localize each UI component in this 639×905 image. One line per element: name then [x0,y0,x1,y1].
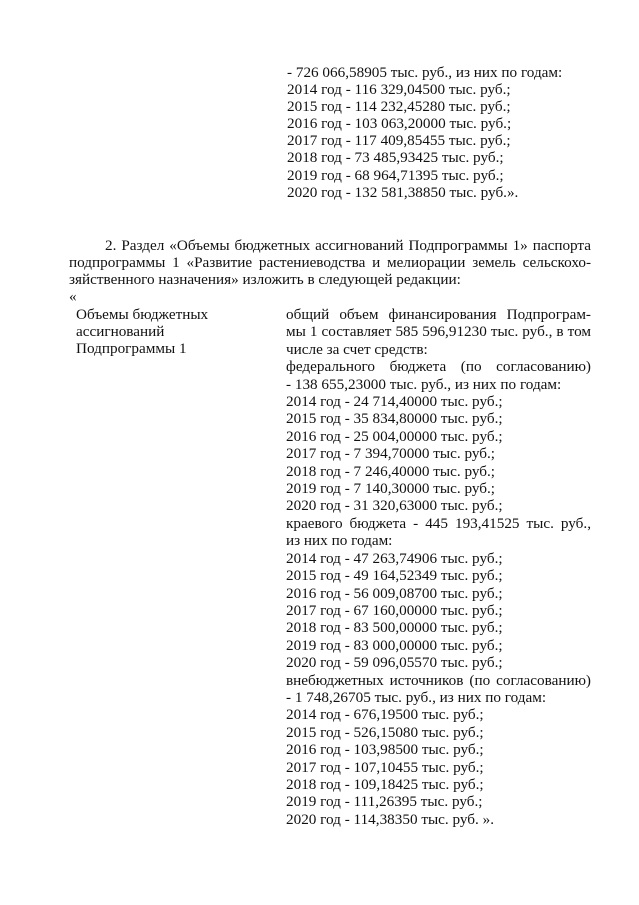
federal-budget-total: - 138 655,23000 тыс. руб., из них по годам: [286,375,562,393]
extrabudgetary-year-2016: 2016 год - 103,98500 тыс. руб.; [286,741,484,759]
extrabudgetary-total: - 1 748,26705 тыс. руб., из них по годам: [286,688,547,706]
paragraph-line-2: подпрограммы 1 «Развитие растениеводства и мелиорации земель сельскохо- [69,254,591,271]
federal-year-2019: 2019 год - 7 140,30000 тыс. руб.; [286,480,495,498]
extrabudgetary-year-2015: 2015 год - 526,15080 тыс. руб.; [286,723,484,741]
regional-year-2017: 2017 год - 67 160,00000 тыс. руб.; [286,601,503,619]
federal-year-2020: 2020 год - 31 320,63000 тыс. руб.; [286,497,503,515]
opening-quote-mark: « [69,288,77,305]
section-label-column [76,306,208,357]
federal-year-2015: 2015 год - 35 834,80000 тыс. руб.; [286,410,503,428]
federal-year-2016: 2016 год - 25 004,00000 тыс. руб.; [286,427,503,445]
section-label-line-2: ассигнований [76,323,165,340]
total-funding-line-3: числе за счет средств: [286,340,428,358]
top-year-2017: 2017 год - 117 409,85455 тыс. руб.; [287,132,511,150]
funding-details-column [286,306,591,828]
top-year-2018: 2018 год - 73 485,93425 тыс. руб.; [287,149,504,167]
regional-year-2020: 2020 год - 59 096,05570 тыс. руб.; [286,654,503,672]
total-funding-line-2: мы 1 составляет 585 596,91230 тыс. руб., в том [286,323,591,341]
regional-budget-total: краевого бюджета - 445 193,41525 тыс. руб., [286,514,591,532]
top-total-line: - 726 066,58905 тыс. руб., из них по годам: [287,64,563,81]
amendment-paragraph [69,237,591,288]
federal-year-2017: 2017 год - 7 394,70000 тыс. руб.; [286,445,495,463]
top-year-2020: 2020 год - 132 581,38850 тыс. руб.». [287,183,519,201]
paragraph-line-3: зяйственного назначения» изложить в следующей редакции: [69,271,461,288]
federal-year-2018: 2018 год - 7 246,40000 тыс. руб.; [286,462,495,480]
extrabudgetary-year-2020: 2020 год - 114,38350 тыс. руб. ». [286,810,495,828]
section-label-line-3: Подпрограммы 1 [76,340,187,357]
regional-year-2019: 2019 год - 83 000,00000 тыс. руб.; [286,636,503,654]
top-year-2019: 2019 год - 68 964,71395 тыс. руб.; [287,166,504,184]
regional-year-2014: 2014 год - 47 263,74906 тыс. руб.; [286,549,503,567]
funding-by-year-top-block [287,64,562,201]
top-year-2016: 2016 год - 103 063,20000 тыс. руб.; [287,115,512,133]
federal-year-2014: 2014 год - 24 714,40000 тыс. руб.; [286,393,503,411]
extrabudgetary-year-2017: 2017 год - 107,10455 тыс. руб.; [286,758,484,776]
top-year-2014: 2014 год - 116 329,04500 тыс. руб.; [287,81,511,99]
section-label-line-1: Объемы бюджетных [76,306,209,323]
regional-year-2015: 2015 год - 49 164,52349 тыс. руб.; [286,567,503,585]
total-funding-line-1: общий объем финансирования Подпрограм- [286,306,591,323]
federal-budget-heading: федерального бюджета (по согласованию) [286,358,591,376]
regional-year-2018: 2018 год - 83 500,00000 тыс. руб.; [286,619,503,637]
extrabudgetary-year-2019: 2019 год - 111,26395 тыс. руб.; [286,793,483,811]
top-year-2015: 2015 год - 114 232,45280 тыс. руб.; [287,98,511,116]
extrabudgetary-year-2018: 2018 год - 109,18425 тыс. руб.; [286,775,484,793]
regional-year-2016: 2016 год - 56 009,08700 тыс. руб.; [286,584,503,602]
extrabudgetary-heading: внебюджетных источников (по согласованию) [286,671,591,689]
extrabudgetary-year-2014: 2014 год - 676,19500 тыс. руб.; [286,706,484,724]
paragraph-line-1: 2. Раздел «Объемы бюджетных ассигнований Подпрограммы 1» паспорта [105,237,591,254]
regional-budget-by-years: из них по годам: [286,532,393,550]
